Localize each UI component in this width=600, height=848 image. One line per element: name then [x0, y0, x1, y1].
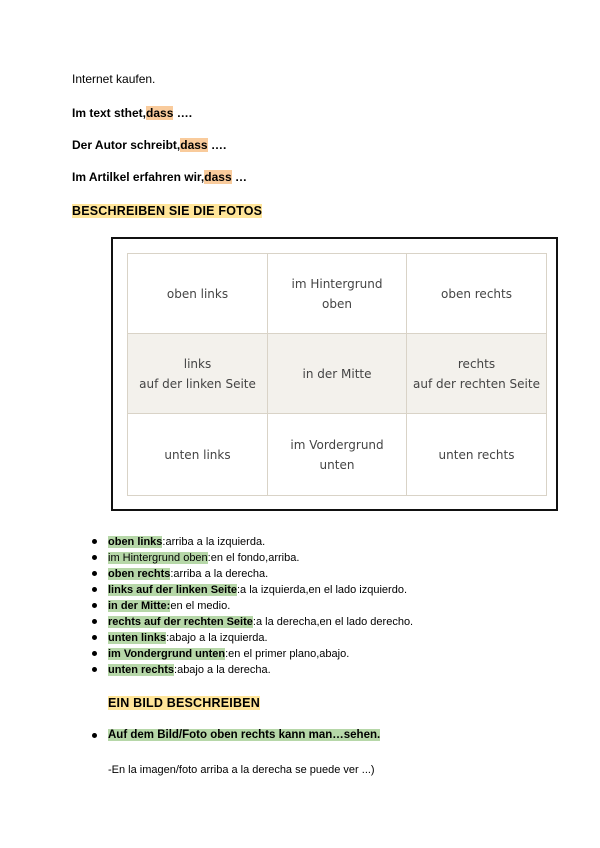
- phrase-1-highlight: dass: [146, 106, 174, 120]
- vocab-term: oben links: [108, 536, 163, 548]
- grid-cell-links: links auf der linken Seite: [128, 334, 268, 414]
- grid-cell-hintergrund-oben: im Hintergrund oben: [268, 254, 407, 334]
- grid-cell-unten-links: unten links: [128, 414, 268, 495]
- vocab-term: unten links: [108, 632, 167, 644]
- example-translation: -En la imagen/foto arriba a la derecha se puede ver ...): [108, 764, 375, 776]
- list-item: [108, 582, 413, 598]
- position-grid-image: [111, 237, 558, 511]
- example-sentence: Auf dem Bild/Foto oben rechts kann man…sehen.: [108, 729, 381, 741]
- bullet-icon: [92, 733, 97, 738]
- list-item: [108, 598, 413, 614]
- phrase-3-highlight: dass: [204, 170, 232, 184]
- list-item: [108, 550, 413, 566]
- vocab-term: oben rechts: [108, 568, 171, 580]
- list-item: [108, 630, 413, 646]
- vocab-term: im Vondergrund unten: [108, 648, 226, 660]
- phrase-2: [72, 137, 226, 153]
- vocab-translation: :abajo a la derecha.: [174, 664, 271, 676]
- list-item: [108, 614, 413, 630]
- vocab-term: in der Mitte:: [108, 600, 171, 612]
- vocab-term: rechts auf der rechten Seite: [108, 616, 253, 628]
- phrase-1: [72, 105, 192, 121]
- grid-cell-unten-rechts: unten rechts: [438, 447, 515, 462]
- phrase-2-highlight: dass: [180, 138, 208, 152]
- grid-cell-oben-links: oben links: [128, 254, 268, 334]
- heading-fotos-text: BESCHREIBEN SIE DIE FOTOS: [72, 204, 263, 218]
- vocab-translation: :arriba a la derecha.: [170, 568, 269, 580]
- vocab-term: links auf der linken Seite: [108, 584, 237, 596]
- heading-bild-text: EIN BILD BESCHREIBEN: [108, 696, 260, 710]
- vocab-translation: :arriba a la izquierda.: [162, 536, 266, 548]
- vocab-translation: :en el fondo,arriba.: [207, 552, 300, 564]
- list-item: [108, 566, 413, 582]
- phrase-2-text: Der Autor schreibt,: [72, 138, 181, 152]
- phrase-1-text: Im text sthet,: [72, 106, 147, 120]
- vocab-translation: :a la derecha,en el lado derecho.: [252, 616, 414, 628]
- vocab-translation: :abajo a la izquierda.: [166, 632, 268, 644]
- vocab-translation: en el medio.: [170, 600, 231, 612]
- intro-line: Internet kaufen.: [72, 72, 156, 86]
- vocab-translation: :a la izquierda,en el lado izquierdo.: [237, 584, 408, 596]
- position-grid: [127, 253, 547, 496]
- grid-cell-rechts: rechts auf der rechten Seite: [407, 334, 546, 414]
- grid-cell-oben-rechts: oben rechts: [407, 254, 546, 334]
- phrase-1-suffix: ….: [173, 106, 193, 120]
- vocab-term: im Hintergrund oben: [108, 552, 208, 564]
- example-sentence-line: [108, 727, 380, 743]
- vocab-translation: :en el primer plano,abajo.: [225, 648, 350, 660]
- list-item: [108, 646, 413, 662]
- phrase-2-suffix: ….: [207, 138, 227, 152]
- phrase-3: [72, 169, 247, 185]
- list-item: [108, 534, 413, 550]
- grid-cell-mitte: in der Mitte: [268, 334, 407, 414]
- vocab-term: unten rechts: [108, 664, 175, 676]
- grid-cell-vordergrund-unten: im Vordergrund unten: [268, 414, 407, 495]
- heading-fotos: [72, 203, 262, 219]
- phrase-3-suffix: …: [231, 170, 247, 184]
- heading-bild: [108, 695, 260, 711]
- list-item: [108, 662, 413, 678]
- phrase-3-text: Im Artilkel erfahren wir,: [72, 170, 205, 184]
- vocab-list: [108, 534, 413, 678]
